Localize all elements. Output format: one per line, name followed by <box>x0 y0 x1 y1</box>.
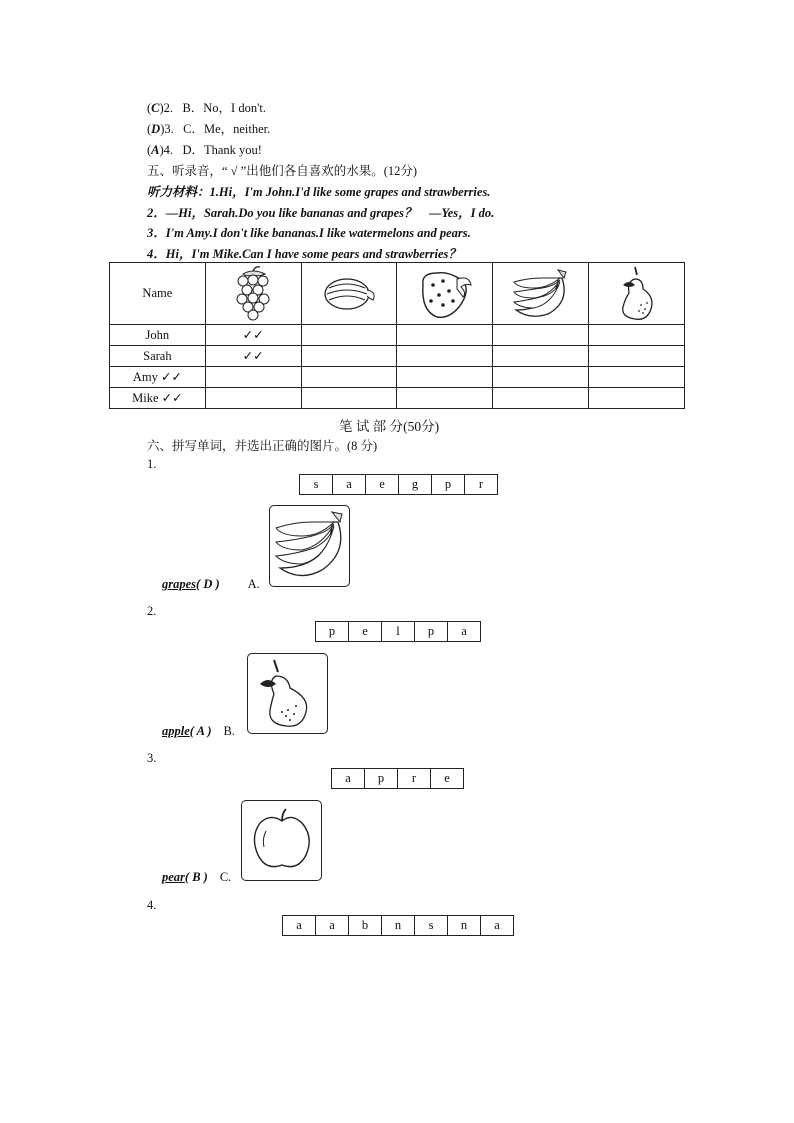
watermelon-icon <box>301 263 397 325</box>
student-name: Mike ✓✓ <box>110 388 206 409</box>
table-cell <box>493 325 589 346</box>
letter-box: a <box>332 769 365 788</box>
letter-box: e <box>366 475 399 494</box>
item-number: 2. <box>147 604 157 618</box>
answer-row: apple( A ) B. <box>162 724 236 738</box>
letter-box: p <box>365 769 398 788</box>
section5-title: 五、听录音，“ √ ”出他们各自喜欢的水果。(12分) <box>147 164 418 178</box>
letter-box: r <box>398 769 431 788</box>
table-cell <box>589 346 685 367</box>
letter-box: n <box>382 916 415 935</box>
letter-box: a <box>283 916 316 935</box>
strawberry-icon <box>397 263 493 325</box>
table-cell <box>397 388 493 409</box>
letter-box: r <box>478 477 484 491</box>
table-cell <box>301 325 397 346</box>
listening-script-line: 听力材料：1.Hi，I'm John.I'd like some grapes and strawberries. <box>147 185 491 199</box>
answer-line: (A)4. D．Thank you! <box>147 143 262 157</box>
table-cell <box>397 367 493 388</box>
table-cell <box>397 346 493 367</box>
table-cell <box>493 346 589 367</box>
grapes-icon <box>205 263 301 325</box>
item-number: 4. <box>147 898 157 912</box>
letter-box: l <box>382 622 415 641</box>
apple-icon <box>241 800 322 881</box>
name-header: Name <box>110 263 206 325</box>
table-cell: ✓✓ <box>205 346 301 367</box>
bananas-icon <box>493 263 589 325</box>
section6-title: 六、拼写单词，并选出正确的图片。(8 分) <box>147 439 378 453</box>
pear-icon <box>589 263 685 325</box>
table-cell <box>205 367 301 388</box>
table-row <box>110 325 685 346</box>
letter-boxes <box>299 474 498 495</box>
table-row <box>110 388 685 409</box>
letter-boxes <box>315 621 481 642</box>
letter-boxes <box>331 768 464 789</box>
letter-box: g <box>399 475 432 494</box>
table-header-row <box>110 263 685 325</box>
written-part-title: 笔 试 部 分(50分) <box>339 419 440 434</box>
letter-box: b <box>349 916 382 935</box>
answer-word: apple <box>162 724 190 738</box>
pear-icon <box>247 653 328 734</box>
item-number: 3. <box>147 751 157 765</box>
letter-box: e <box>444 771 450 785</box>
letter-box: p <box>415 622 448 641</box>
letter-box: s <box>300 475 333 494</box>
answer-row: pear( B ) C. <box>162 870 232 884</box>
letter-box: e <box>349 622 382 641</box>
letter-box: a <box>316 916 349 935</box>
listening-script-line: 4．Hi，I'm Mike.Can I have some pears and strawberries？ <box>147 247 461 261</box>
listening-script-line: 3．I'm Amy.I don't like bananas.I like watermelons and pears. <box>147 226 471 240</box>
table-cell <box>493 367 589 388</box>
letter-box: a <box>461 624 467 638</box>
table-cell <box>493 388 589 409</box>
listening-script-line: 2．—Hi，Sarah.Do you like bananas and grapes？ —Yes，I do. <box>147 206 495 220</box>
student-name: John <box>110 325 206 346</box>
table-cell <box>301 388 397 409</box>
table-cell <box>397 325 493 346</box>
answer-line: (C)2. B．No，I don't. <box>147 101 266 115</box>
answer-word: grapes <box>162 577 197 591</box>
table-cell <box>301 346 397 367</box>
letter-box: s <box>415 916 448 935</box>
table-row <box>110 346 685 367</box>
fruit-preference-table <box>109 262 685 409</box>
letter-box: p <box>432 475 465 494</box>
table-cell <box>589 367 685 388</box>
answer-row: grapes( D ) A. <box>162 577 260 591</box>
letter-box: n <box>448 916 481 935</box>
letter-box: a <box>494 918 500 932</box>
bananas-icon <box>269 505 350 587</box>
answer-line: (D)3. C．Me，neither. <box>147 122 271 136</box>
student-name: Amy ✓✓ <box>110 367 206 388</box>
answer-word: pear <box>162 870 185 884</box>
letter-boxes <box>282 915 514 936</box>
table-cell: ✓✓ <box>205 325 301 346</box>
student-name: Sarah <box>110 346 206 367</box>
letter-box: a <box>333 475 366 494</box>
letter-box: p <box>316 622 349 641</box>
table-cell <box>301 367 397 388</box>
table-cell <box>205 388 301 409</box>
table-row <box>110 367 685 388</box>
item-number: 1. <box>147 457 157 471</box>
table-cell <box>589 325 685 346</box>
table-cell <box>589 388 685 409</box>
